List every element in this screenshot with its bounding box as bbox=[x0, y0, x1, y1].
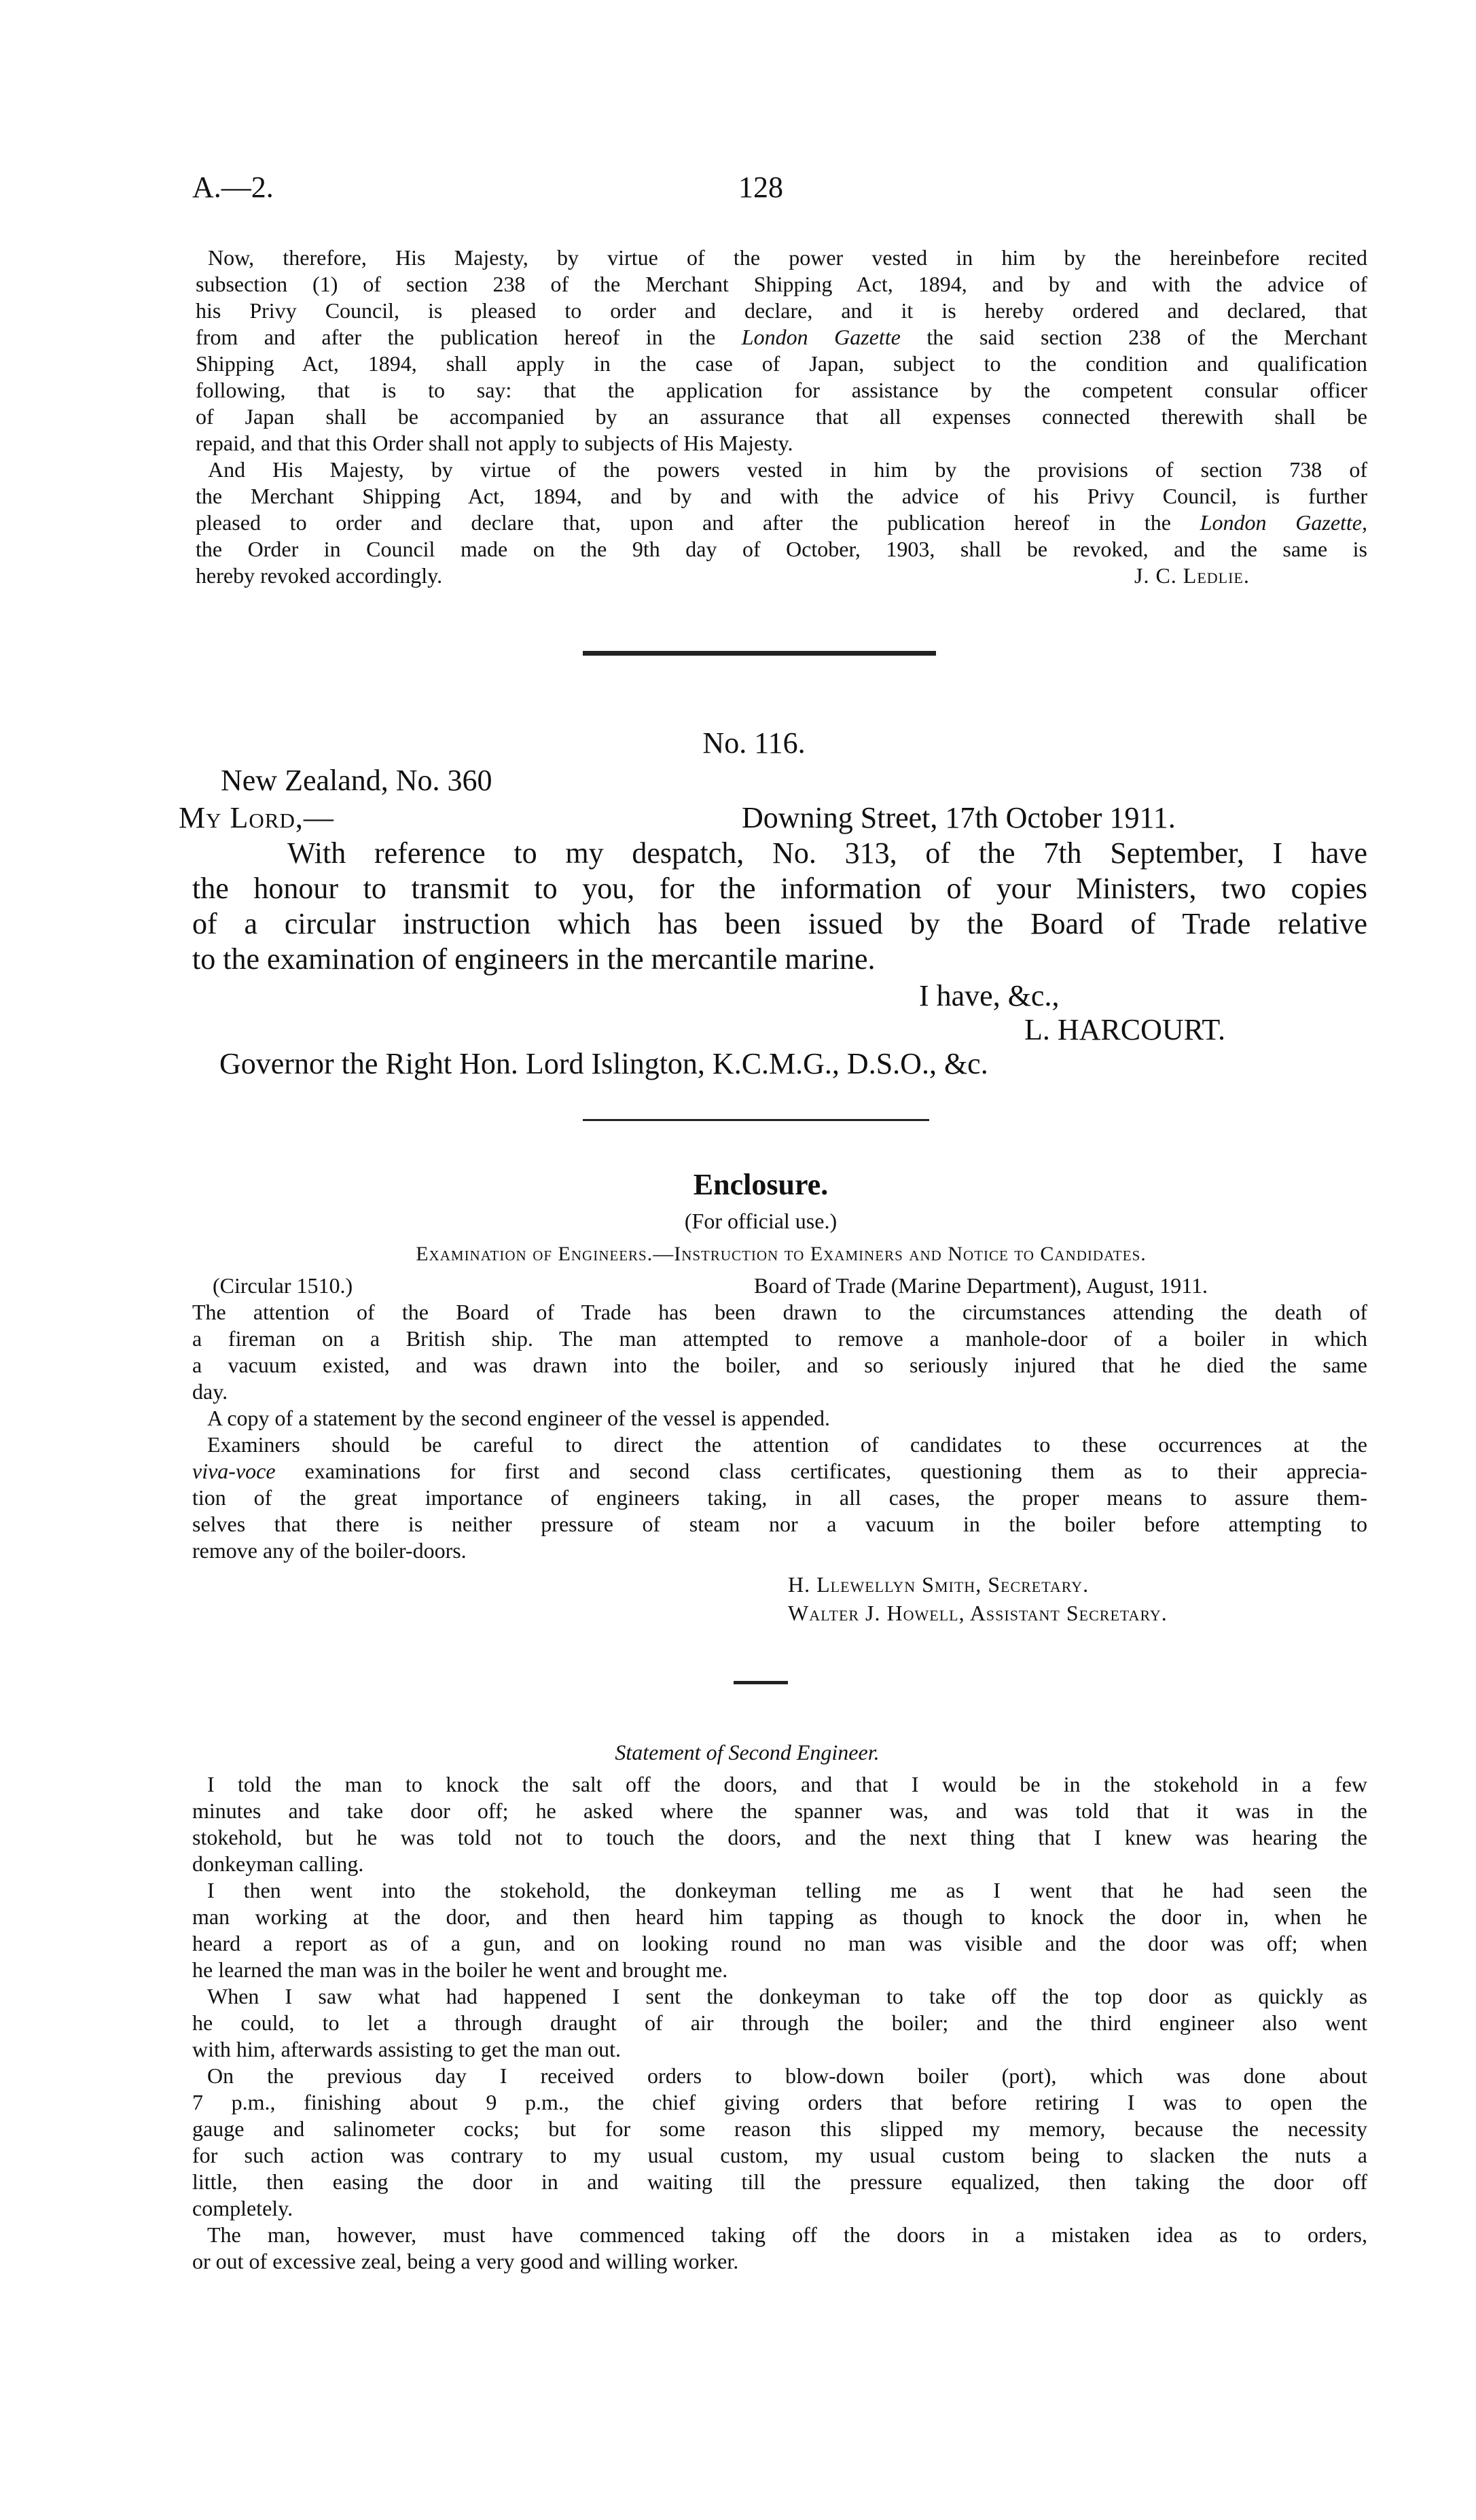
closing: I have, &c., bbox=[919, 979, 1060, 1012]
signature-harcourt: L. HARCOURT. bbox=[1024, 1013, 1225, 1046]
doc-reference: A.—2. bbox=[192, 171, 274, 204]
signature-llewellyn-smith: H. Llewellyn Smith, Secretary. bbox=[788, 1572, 1090, 1597]
statement-body: I told the man to knock the salt off the doors, and that I would be in the stokehold in a few minutes and take door off; he asked where the spanner was, and was told that it was in the stokehold, but he was told not to touch the doors, and the next thing that I knew was hearing the donkeyman calling. I then went into the stokehold, the donkeyman telling me as I went that he had seen the man working at the door, and then heard him tapping as though to knock the door in, when he heard a report as of a gun, and on looking round no man was visible and the door was off; when he learned the man was in the boiler he went and brought me. When I saw what had happened I sent the donkeyman to take off the top door as quickly as he could, to let a through draught of air through the boiler; and the third engineer also went with him, afterwards assisting to get the man out. On the previous day I received orders to blow-down boiler (port), which was done about 7 p.m., finishing about 9 p.m., the chief giving orders that before retiring I was to open the gauge and salinometer cocks; but for some reason this slipped my memory, because the necessity for such action was contrary to my usual custom, my usual custom being to slacken the nuts a little, then easing the door in and waiting till the pressure equalized, then taking the door off completely. The man, however, must have commenced taking off the doors in a mistaken idea as to orders, or out of excessive zeal, being a very good and willing worker. bbox=[192, 1772, 1367, 2273]
despatch-body: With reference to my despatch, No. 313, of the 7th September, I have the honour to transmit to you, for the information of your Ministers, two copies of a circular instruction which has been issued by the Board of Trade relative to the examination of engineers in the mercantile marine. bbox=[192, 836, 1367, 976]
enclosure-title: Enclosure. bbox=[693, 1168, 829, 1201]
enclosure-paragraph-3: Examiners should be careful to direct the attention of candidates to these occurrences at the viva-voce examinations for first and second class certificates, questioning them as to their apprecia- tion of the great importance of engineers taking, in all cases, the proper means to assure them- selves that there is neither pressure of steam nor a vacuum in the boiler before attempting to remove any of the boiler-doors. bbox=[192, 1432, 1367, 1563]
order-paragraph-2: And His Majesty, by virtue of the powers vested in him by the provisions of section 738 of the Merchant Shipping Act, 1894, and by and with the advice of his Privy Council, is further pleased to order and declare that, upon and after the publication hereof in the London Gazette, the Order in Council made on the 9th day of October, 1903, shall be revoked, and the same is hereby revoked accordingly. bbox=[196, 457, 1368, 588]
enclosure-paragraph-2: A copy of a statement by the second engineer of the vessel is appended. bbox=[207, 1406, 831, 1430]
addressee: Governor the Right Hon. Lord Islington, K.C.M.G., D.S.O., &c. bbox=[219, 1047, 988, 1080]
short-divider bbox=[734, 1681, 788, 1684]
enclosure-paragraph-1: The attention of the Board of Trade has been drawn to the circumstances attending the death of a fireman on a British ship. The man attempted to remove a manhole-door of a boiler in which a vacuum existed, and was drawn into the boiler, and so seriously injured that he died the same day. bbox=[192, 1300, 1367, 1404]
gazette-line: from and after the publication hereof in the London Gazette the said section 238 of the Merchant bbox=[196, 325, 1368, 349]
circular-number: (Circular 1510.) bbox=[213, 1273, 353, 1298]
section-divider bbox=[583, 1119, 929, 1121]
order-signatory: J. C. Ledlie. bbox=[1134, 563, 1250, 588]
section-divider-thick bbox=[583, 651, 936, 656]
statement-title: Statement of Second Engineer. bbox=[615, 1740, 880, 1764]
official-use-note: (For official use.) bbox=[684, 1209, 838, 1233]
despatch-number: No. 116. bbox=[702, 726, 806, 760]
place-date: Downing Street, 17th October 1911. bbox=[742, 801, 1176, 834]
board-of-trade-date: Board of Trade (Marine Department), August, 1911. bbox=[754, 1273, 1208, 1298]
salutation: My Lord,— bbox=[179, 801, 334, 834]
enclosure-heading: Examination of Engineers.—Instruction to Examiners and Notice to Candidates. bbox=[416, 1243, 1147, 1265]
nz-reference: New Zealand, No. 360 bbox=[221, 764, 492, 797]
order-paragraph-1: Now, therefore, His Majesty, by virtue of the power vested in him by the hereinbefore recited subsection (1) of section 238 of the Merchant Shipping Act, 1894, and by and with the advice of his Privy Council, is pleased to order and declare, and it is hereby ordered and declared, that from and after the publication hereof in the London Gazette the said section 238 of the Merchant Shipping Act, 1894, shall apply in the case of Japan, subject to the condition and qualification following, that is to say: that the application for assistance by the competent consular officer of Japan shall be accompanied by an assurance that all expenses connected therewith shall be repaid, and that this Order shall not apply to subjects of His Majesty. bbox=[196, 245, 1368, 455]
page-number: 128 bbox=[738, 171, 783, 204]
signature-howell: Walter J. Howell, Assistant Secretary. bbox=[788, 1601, 1168, 1625]
